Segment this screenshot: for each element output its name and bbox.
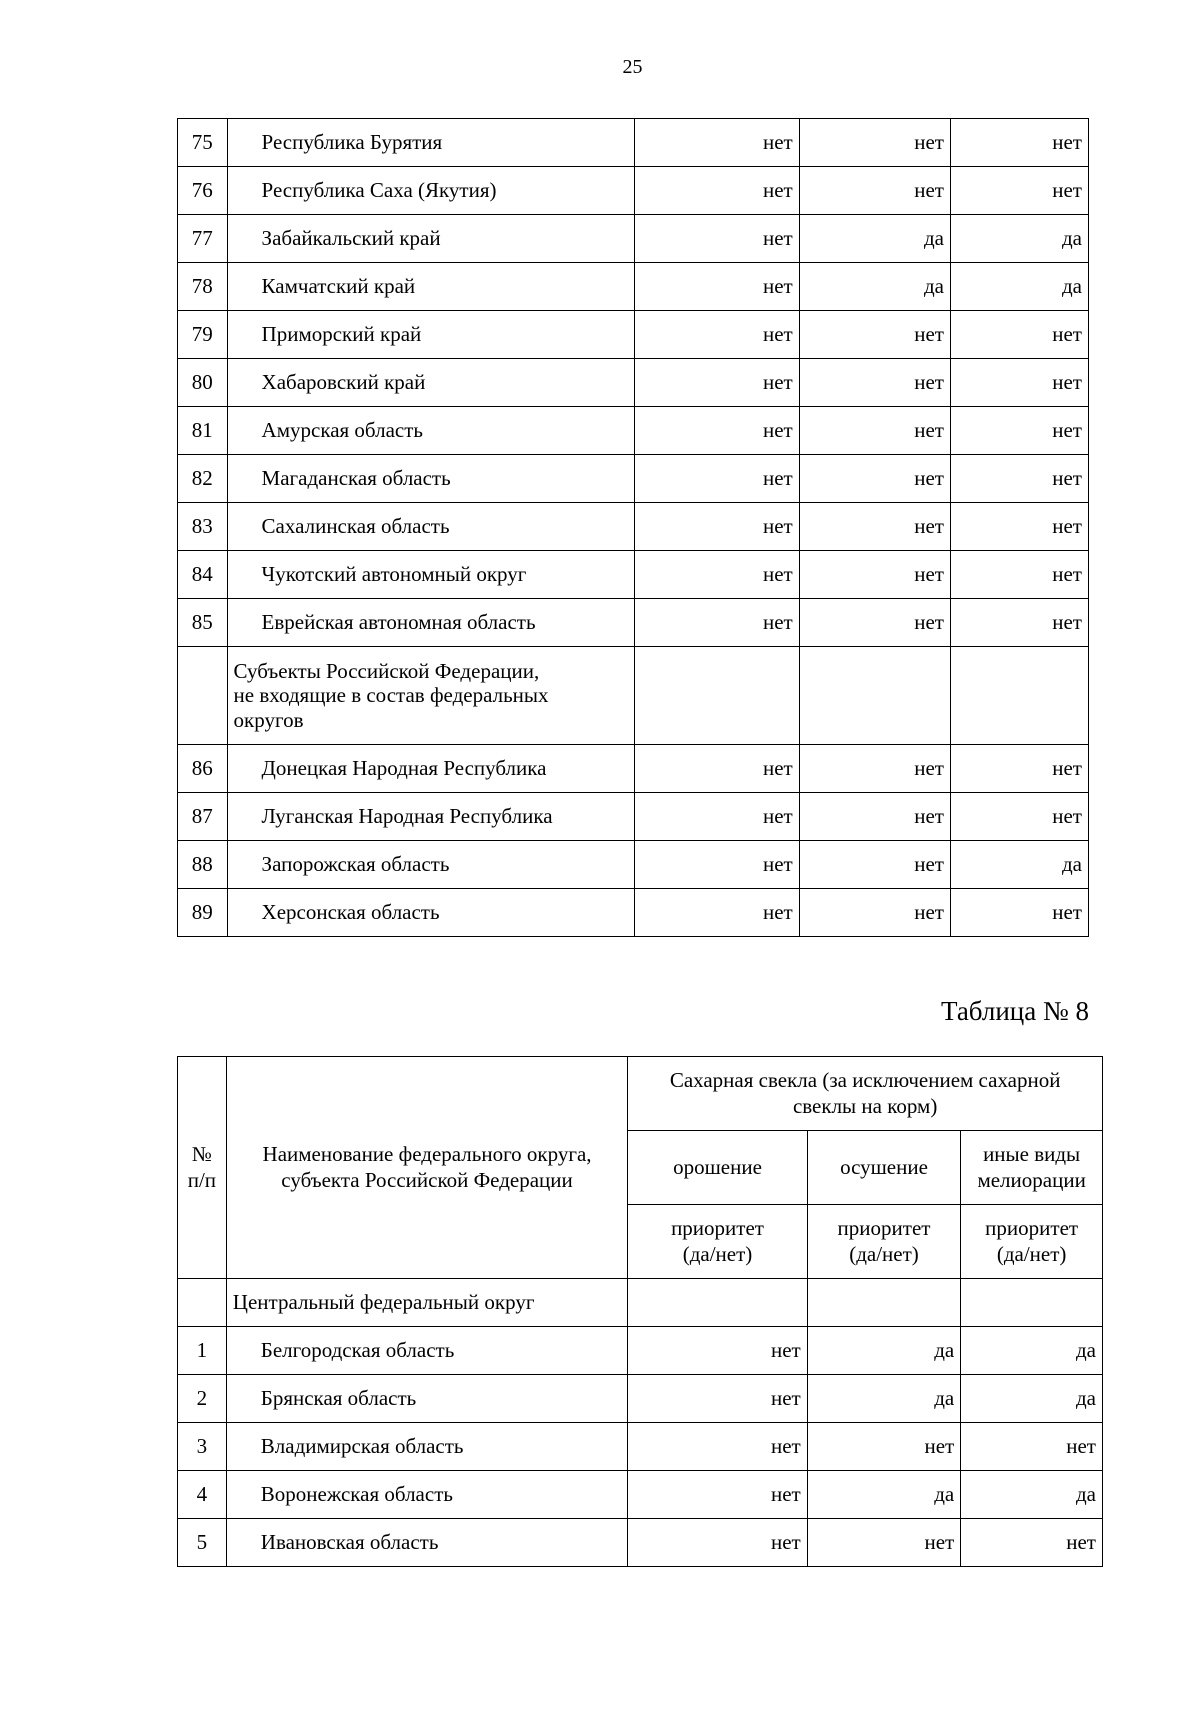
table-row: [178, 793, 1089, 841]
table-8-district: [178, 1279, 1103, 1327]
table-row: [178, 1375, 1103, 1423]
row-number: 3: [178, 1423, 227, 1471]
value-other: нет: [951, 793, 1089, 841]
table-row: [178, 599, 1089, 647]
cell-empty: [178, 647, 228, 745]
region-name: Амурская область: [227, 407, 635, 455]
cell-empty: [628, 1279, 807, 1327]
value-other: да: [961, 1471, 1103, 1519]
region-name: Республика Саха (Якутия): [227, 167, 635, 215]
table-row: [178, 455, 1089, 503]
value-irrigation: нет: [635, 311, 800, 359]
cell-empty: [807, 1279, 961, 1327]
value-other: нет: [951, 503, 1089, 551]
value-drainage: да: [807, 1327, 961, 1375]
value-drainage: нет: [799, 503, 950, 551]
value-irrigation: нет: [635, 455, 800, 503]
region-name: Брянская область: [226, 1375, 628, 1423]
cell-empty: [635, 647, 800, 745]
header-name-cell: [226, 1057, 628, 1279]
value-drainage: нет: [799, 359, 950, 407]
priority-line: приоритет: [837, 1216, 931, 1241]
region-name: Белгородская область: [226, 1327, 628, 1375]
priority-line: (да/нет): [996, 1241, 1067, 1266]
value-irrigation: нет: [635, 503, 800, 551]
table-row: [178, 119, 1089, 167]
value-other: нет: [951, 455, 1089, 503]
header-group-line: свеклы на корм): [792, 1093, 938, 1118]
table-row: [178, 215, 1089, 263]
subheading-cell: [227, 647, 635, 745]
region-name: Донецкая Народная Республика: [227, 745, 635, 793]
row-number: 88: [178, 841, 228, 889]
header-group-cell: [628, 1057, 1103, 1131]
value-drainage: да: [807, 1471, 961, 1519]
table-row: [178, 1471, 1103, 1519]
header-num-line: №: [191, 1142, 212, 1167]
value-drainage: нет: [799, 167, 950, 215]
value-other: нет: [961, 1423, 1103, 1471]
table-body-bottom: [178, 745, 1089, 937]
subheading-line: округов: [233, 707, 304, 732]
value-drainage: нет: [799, 841, 950, 889]
header-group-line: Сахарная свекла (за исключением сахарной: [669, 1068, 1061, 1093]
region-name: Запорожская область: [227, 841, 635, 889]
header-name-line: субъекта Российской Федерации: [281, 1167, 573, 1192]
row-number: 83: [178, 503, 228, 551]
value-irrigation: нет: [635, 407, 800, 455]
value-other: да: [951, 215, 1089, 263]
value-drainage: нет: [799, 793, 950, 841]
row-number: 85: [178, 599, 228, 647]
header-col-irrigation: орошение: [628, 1131, 807, 1205]
value-other: нет: [951, 407, 1089, 455]
value-other: нет: [951, 311, 1089, 359]
row-number: 77: [178, 215, 228, 263]
region-name: Еврейская автономная область: [227, 599, 635, 647]
cell-empty: [178, 1279, 227, 1327]
row-number: 84: [178, 551, 228, 599]
header-priority-cell: [961, 1205, 1103, 1279]
row-number: 5: [178, 1519, 227, 1567]
page-number: 25: [622, 56, 643, 78]
row-number: 81: [178, 407, 228, 455]
row-number: 79: [178, 311, 228, 359]
value-irrigation: нет: [628, 1519, 807, 1567]
value-drainage: нет: [799, 745, 950, 793]
header-col-other: [961, 1131, 1103, 1205]
region-name: Луганская Народная Республика: [227, 793, 635, 841]
value-irrigation: нет: [635, 745, 800, 793]
value-drainage: нет: [799, 119, 950, 167]
table-row: [178, 359, 1089, 407]
table-row: [178, 311, 1089, 359]
region-name: Чукотский автономный округ: [227, 551, 635, 599]
priority-line: приоритет: [671, 1216, 764, 1241]
value-irrigation: нет: [628, 1423, 807, 1471]
table-row: [178, 1327, 1103, 1375]
value-irrigation: нет: [635, 215, 800, 263]
header-col-other-line: мелиорации: [977, 1167, 1086, 1192]
cell-empty: [951, 647, 1089, 745]
value-other: нет: [951, 119, 1089, 167]
row-number: 75: [178, 119, 228, 167]
row-number: 76: [178, 167, 228, 215]
value-irrigation: нет: [635, 119, 800, 167]
table-8: [177, 1056, 1103, 1567]
table-row: [178, 167, 1089, 215]
table-8-title: Таблица № 8: [941, 996, 1089, 1026]
table-row-subheading: [178, 647, 1089, 745]
value-drainage: да: [799, 263, 950, 311]
value-other: да: [961, 1327, 1103, 1375]
value-other: нет: [951, 359, 1089, 407]
subheading-section: [178, 647, 1089, 745]
value-other: да: [961, 1375, 1103, 1423]
table-8-header: [178, 1057, 1103, 1279]
header-col-drainage: осушение: [807, 1131, 961, 1205]
value-irrigation: нет: [635, 599, 800, 647]
row-number: 2: [178, 1375, 227, 1423]
row-number: 87: [178, 793, 228, 841]
table-row: [178, 889, 1089, 937]
region-name: Приморский край: [227, 311, 635, 359]
subheading-line: не входящие в состав федеральных: [233, 683, 549, 708]
table-8-body: [178, 1327, 1103, 1567]
regions-table-continuation: [177, 118, 1089, 937]
priority-line: (да/нет): [682, 1241, 753, 1266]
table-row: [178, 841, 1089, 889]
value-other: да: [951, 263, 1089, 311]
cell-empty: [961, 1279, 1103, 1327]
value-other: нет: [951, 167, 1089, 215]
row-number: 78: [178, 263, 228, 311]
header-col-other-line: иные виды: [983, 1142, 1081, 1167]
value-drainage: нет: [799, 889, 950, 937]
region-name: Республика Бурятия: [227, 119, 635, 167]
value-drainage: нет: [799, 311, 950, 359]
value-irrigation: нет: [635, 359, 800, 407]
priority-line: приоритет: [985, 1216, 1079, 1241]
table-row: [178, 263, 1089, 311]
subheading-line: Субъекты Российской Федерации,: [233, 659, 540, 684]
table-row: [178, 551, 1089, 599]
value-drainage: нет: [799, 455, 950, 503]
value-irrigation: нет: [635, 551, 800, 599]
value-other: нет: [951, 745, 1089, 793]
value-irrigation: нет: [635, 793, 800, 841]
table-row: [178, 407, 1089, 455]
row-number: 89: [178, 889, 228, 937]
header-name-line: Наименование федерального округа,: [262, 1142, 592, 1167]
value-drainage: да: [807, 1375, 961, 1423]
region-name: Камчатский край: [227, 263, 635, 311]
row-number: 4: [178, 1471, 227, 1519]
value-irrigation: нет: [628, 1327, 807, 1375]
table-row: [178, 1519, 1103, 1567]
region-name: Магаданская область: [227, 455, 635, 503]
table-row: [178, 1423, 1103, 1471]
table-row: [178, 745, 1089, 793]
header-priority-cell: [628, 1205, 807, 1279]
region-name: Забайкальский край: [227, 215, 635, 263]
value-irrigation: нет: [635, 841, 800, 889]
region-name: Херсонская область: [227, 889, 635, 937]
region-name: Сахалинская область: [227, 503, 635, 551]
value-drainage: да: [799, 215, 950, 263]
value-irrigation: нет: [628, 1375, 807, 1423]
value-irrigation: нет: [635, 167, 800, 215]
value-drainage: нет: [799, 407, 950, 455]
district-name: Центральный федеральный округ: [226, 1279, 628, 1327]
row-number: 1: [178, 1327, 227, 1375]
value-irrigation: нет: [628, 1471, 807, 1519]
header-num-line: п/п: [187, 1167, 217, 1192]
value-other: нет: [961, 1519, 1103, 1567]
value-drainage: нет: [799, 599, 950, 647]
header-num-cell: [178, 1057, 227, 1279]
table-body-top: [178, 119, 1089, 647]
value-other: да: [951, 841, 1089, 889]
value-other: нет: [951, 551, 1089, 599]
row-number: 80: [178, 359, 228, 407]
value-irrigation: нет: [635, 263, 800, 311]
cell-empty: [799, 647, 950, 745]
row-number: 82: [178, 455, 228, 503]
row-number: 86: [178, 745, 228, 793]
value-irrigation: нет: [635, 889, 800, 937]
header-row-1: [178, 1057, 1103, 1131]
region-name: Владимирская область: [226, 1423, 628, 1471]
region-name: Воронежская область: [226, 1471, 628, 1519]
priority-line: (да/нет): [849, 1241, 919, 1266]
value-other: нет: [951, 889, 1089, 937]
header-priority-cell: [807, 1205, 961, 1279]
value-drainage: нет: [807, 1519, 961, 1567]
table-row: [178, 503, 1089, 551]
table-row-district: [178, 1279, 1103, 1327]
value-other: нет: [951, 599, 1089, 647]
value-drainage: нет: [807, 1423, 961, 1471]
region-name: Хабаровский край: [227, 359, 635, 407]
region-name: Ивановская область: [226, 1519, 628, 1567]
value-drainage: нет: [799, 551, 950, 599]
